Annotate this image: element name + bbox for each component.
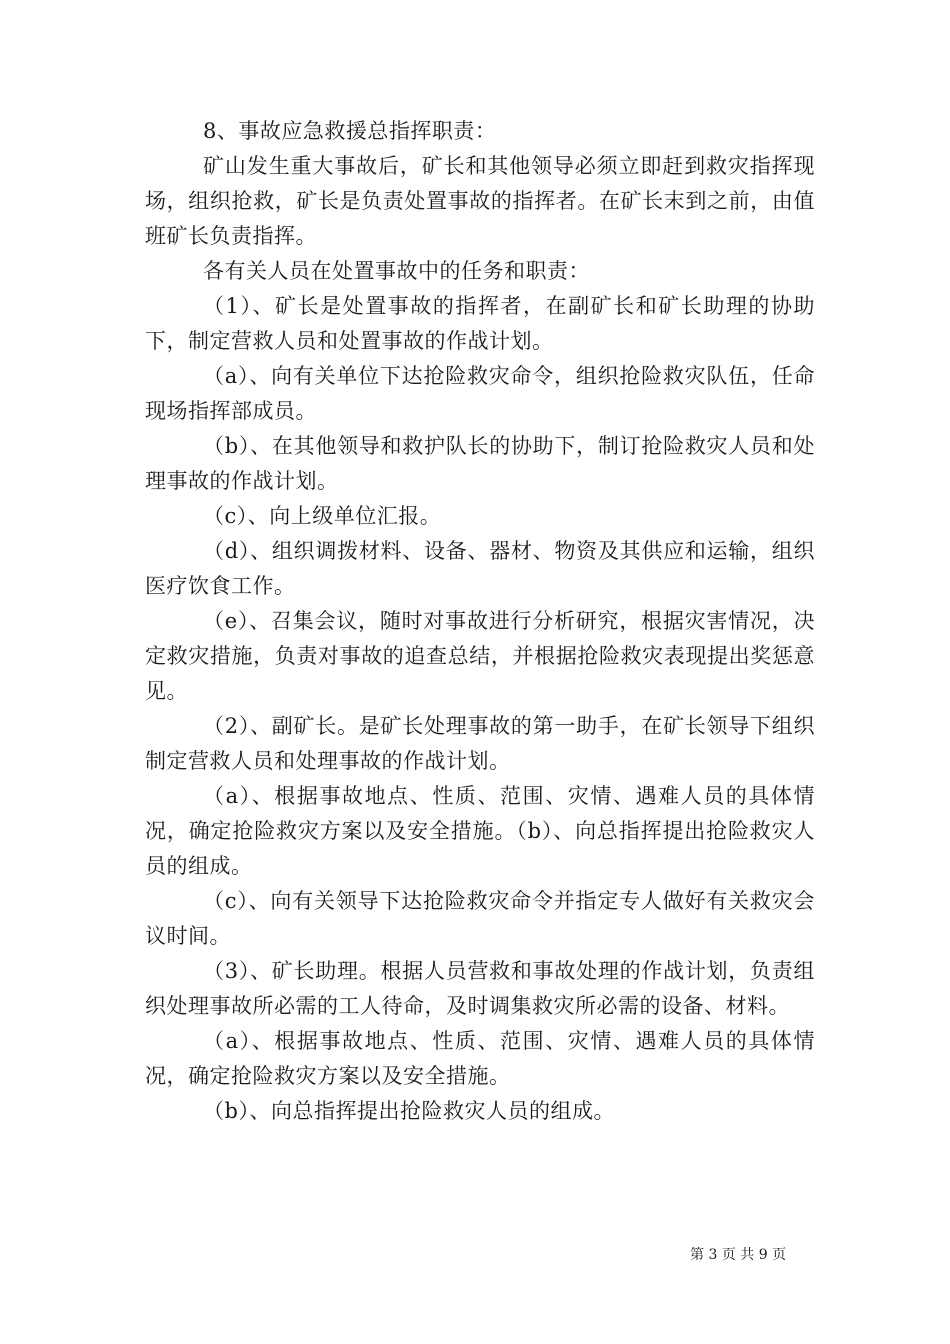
paragraph-item-2a-2b: （a）、根据事故地点、性质、范围、灾情、遇难人员的具体情况，确定抢险救灾方案以及安全措施。（b）、向总指挥提出抢险救灾人员的组成。 — [145, 784, 815, 878]
paragraph-item-3a: （a）、根据事故地点、性质、范围、灾情、遇难人员的具体情况，确定抢险救灾方案以及安全措施。 — [145, 1029, 815, 1088]
paragraph-intro: 矿山发生重大事故后，矿长和其他领导必须立即赶到救灾指挥现场，组织抢救，矿长是负责处置事故的指挥者。在矿长末到之前，由值班矿长负责指挥。 — [145, 154, 815, 248]
paragraph-item-1c: （c）、向上级单位汇报。 — [203, 504, 442, 528]
paragraph-item-2: （2）、副矿长。是矿长处理事故的第一助手，在矿长领导下组织制定营救人员和处理事故的作战计划。 — [145, 714, 815, 773]
paragraph-item-1d: （d）、组织调拨材料、设备、器材、物资及其供应和运输，组织医疗饮食工作。 — [145, 539, 815, 598]
paragraph-item-1b: （b）、在其他领导和救护队长的协助下，制订抢险救灾人员和处理事故的作战计划。 — [145, 434, 815, 493]
paragraph-section-8-heading: 8、事故应急救援总指挥职责： — [203, 119, 497, 143]
paragraph-item-1e: （e）、召集会议，随时对事故进行分析研究，根据灾害情况，决定救灾措施，负责对事故的追查总结，并根据抢险救灾表现提出奖惩意见。 — [145, 609, 815, 703]
page-number-footer: 第 3 页 共 9 页 — [690, 1247, 787, 1263]
paragraph-duties-heading: 各有关人员在处置事故中的任务和职责： — [203, 259, 590, 283]
document-body — [145, 114, 815, 1129]
paragraph-item-3: （3）、矿长助理。根据人员营救和事故处理的作战计划，负责组织处理事故所必需的工人待命，及时调集救灾所必需的设备、材料。 — [145, 959, 815, 1018]
paragraph-item-2c: （c）、向有关领导下达抢险救灾命令并指定专人做好有关救灾会议时间。 — [145, 889, 815, 948]
paragraph-item-1a: （a）、向有关单位下达抢险救灾命令，组织抢险救灾队伍，任命现场指挥部成员。 — [145, 364, 815, 423]
paragraph-item-1: （1）、矿长是处置事故的指挥者，在副矿长和矿长助理的协助下，制定营救人员和处置事故的作战计划。 — [145, 294, 815, 353]
paragraph-item-3b: （b）、向总指挥提出抢险救灾人员的组成。 — [203, 1099, 615, 1123]
